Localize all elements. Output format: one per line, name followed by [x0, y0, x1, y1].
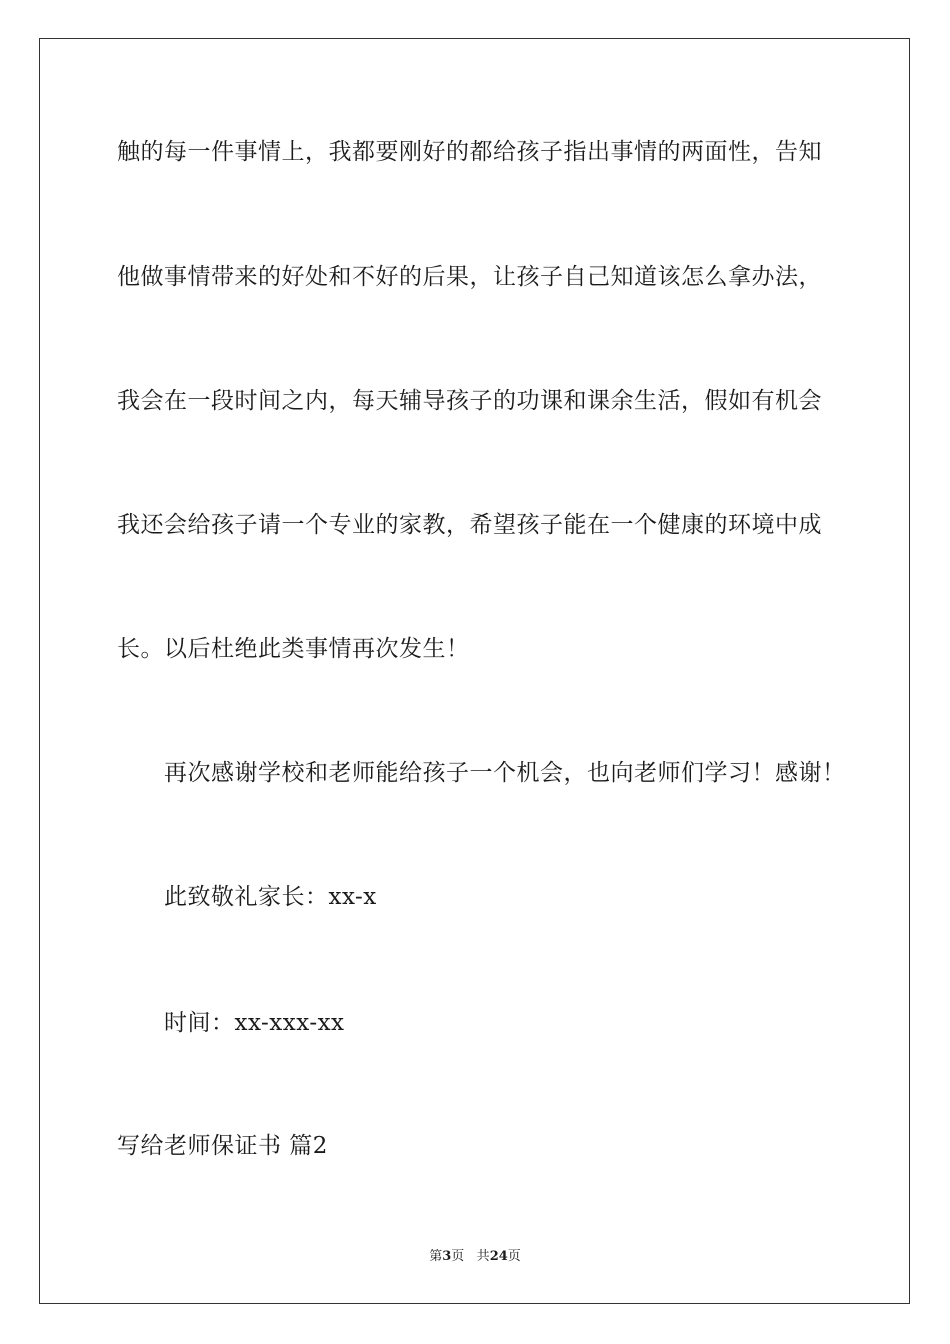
body-line-2: 他做事情带来的好处和不好的后果，让孩子自己知道该怎么拿办法，: [117, 264, 822, 290]
page-footer: [0, 1248, 950, 1266]
body-line-5: 长。以后杜绝此类事情再次发生！: [117, 636, 470, 662]
page-suffix: 页: [451, 1249, 465, 1264]
page-prefix: 第: [429, 1249, 443, 1264]
body-line-1: 触的每一件事情上，我都要刚好的都给孩子指出事情的两面性，告知: [117, 139, 822, 165]
total-suffix: 页: [507, 1249, 521, 1264]
thanks-paragraph: 再次感谢学校和老师能给孩子一个机会，也向老师们学习！感谢！: [164, 760, 846, 786]
total-prefix: 共: [476, 1249, 490, 1264]
current-page-number: 3: [442, 1249, 452, 1264]
body-line-3: 我会在一段时间之内，每天辅导孩子的功课和课余生活，假如有机会: [117, 388, 822, 414]
date-line: 时间：xx-xxx-xx: [164, 1010, 345, 1036]
body-line-4: 我还会给孩子请一个专业的家教，希望孩子能在一个健康的环境中成: [117, 512, 822, 538]
total-page-number: 24: [489, 1249, 508, 1264]
page-border: [39, 38, 910, 1304]
closing-signature: 此致敬礼家长：xx-x: [164, 884, 377, 910]
section-title: 写给老师保证书 篇2: [117, 1133, 328, 1159]
